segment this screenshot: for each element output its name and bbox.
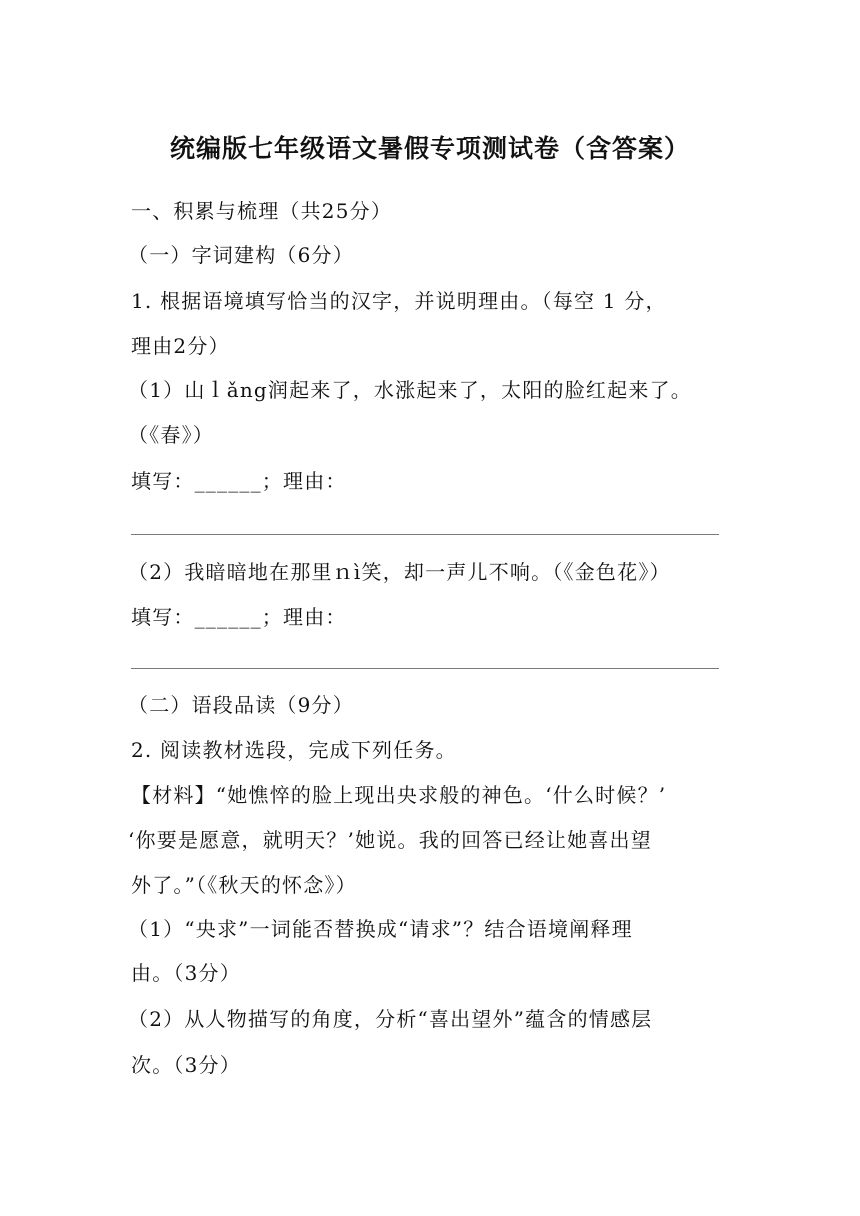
material-text: 外了。”（《秋天的怀念》） [131,873,357,897]
question-text: 1. 根据语境填写恰当的汉字，并说明理由。（每空 1 分， [131,289,667,313]
question-text: 理由2分） [131,334,230,358]
material-text: 【材料】“她憔悴的脸上现出央求般的神色。‘什么时候？’ [131,783,667,807]
question-text: （《春》） [128,423,214,447]
answer-fill-line: 填写：______；理由： [131,605,347,629]
answer-rule [131,534,719,535]
answer-fill-line: 填写：______；理由： [131,469,347,493]
answer-rule [131,668,719,669]
question-text: （1）“央求”一词能否替换成“请求”？结合语境阐释理 [128,917,633,941]
page-title: 统编版七年级语文暑假专项测试卷（含答案） [169,134,690,163]
material-text: ‘你要是愿意，就明天？’她说。我的回答已经让她喜出望 [128,828,652,852]
question-text: （2）从人物描写的角度，分析“喜出望外”蕴含的情感层 [128,1007,653,1031]
part-heading: （一）字词建构（6分） [128,243,354,267]
question-text: （2）我暗暗地在那里ｎì笑，却一声儿不响。（《金色花》） [128,560,671,584]
question-text: 2. 阅读教材选段，完成下列任务。 [131,738,457,762]
part-heading: （二）语段品读（9分） [128,693,354,717]
question-text: 由。（3分） [131,961,241,985]
section-heading: 一、积累与梳理（共25分） [131,199,393,223]
question-text: （1）山ｌǎng润起来了，水涨起来了，太阳的脸红起来了。 [128,378,692,402]
question-text: 次。（3分） [131,1053,241,1077]
